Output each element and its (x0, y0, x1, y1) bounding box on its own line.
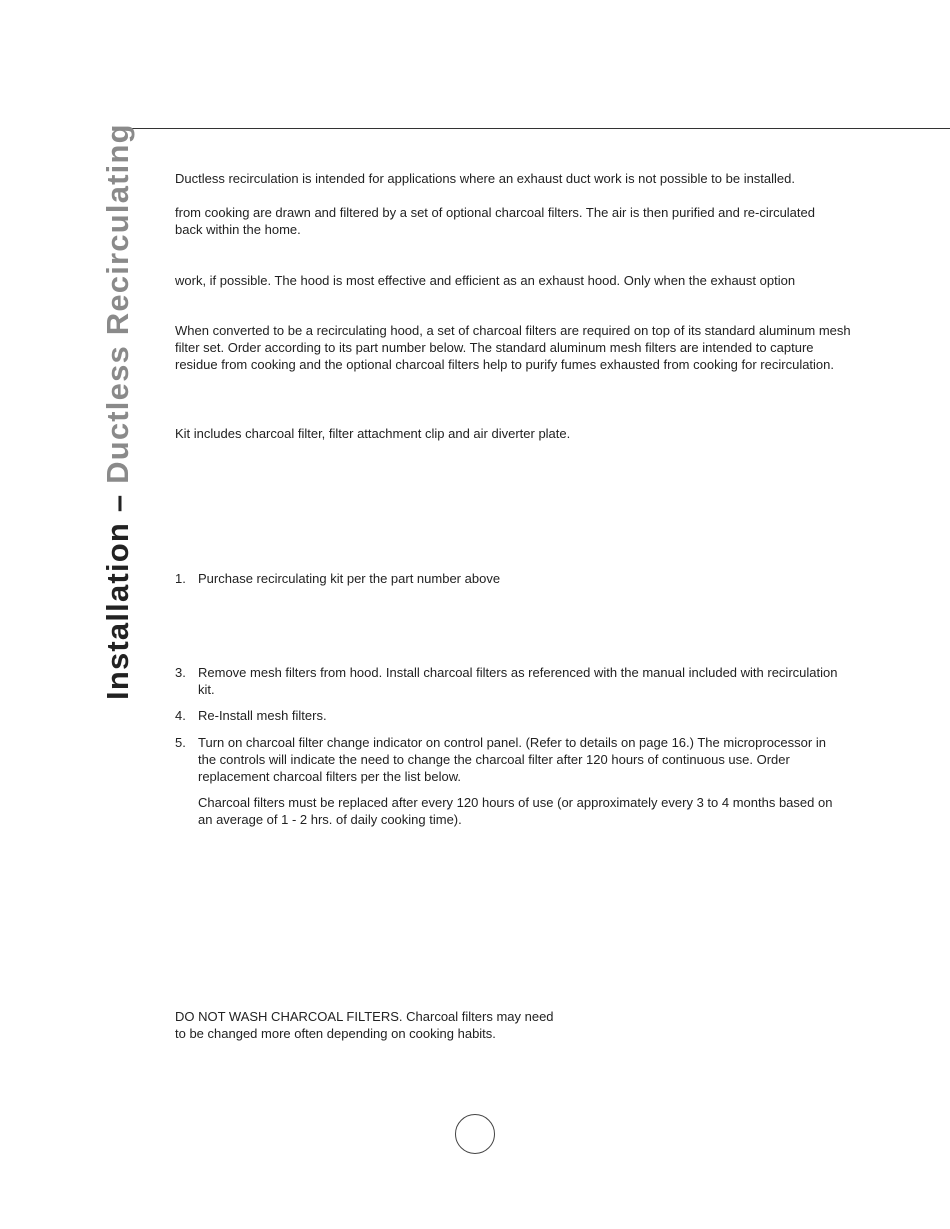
step-text: Purchase recirculating kit per the part number above (198, 571, 501, 586)
section-title-main: Installation – (100, 493, 135, 700)
intro-paragraph: Ductless recirculation is intended for applications where an exhaust duct work is not possible to be installed. (175, 171, 796, 186)
list-item (175, 707, 865, 724)
replacement-note: Charcoal filters must be replaced after every 120 hours of use (or approximately every 3 to 4 months based on an average of 1 - 2 hrs. of daily cooking time). (198, 795, 833, 827)
step-text: Remove mesh filters from hood. Install charcoal filters as referenced with the manual included with recirculation kit. (198, 665, 838, 697)
conversion-paragraph: When converted to be a recirculating hood, a set of charcoal filters are required on top of its standard aluminum mesh filter set. Order according to its part number below. The standard aluminum mesh filters are intended to capture residue from cooking and the optional charcoal filters help to purify fumes exhausted from cooking for recirculation. (175, 323, 851, 372)
page-number-circle (455, 1114, 495, 1154)
step-number: 3. (175, 665, 186, 680)
kit-contents-paragraph: Kit includes charcoal filter, filter attachment clip and air diverter plate. (175, 426, 571, 441)
warning-line-2: to be changed more often depending on cooking habits. (175, 1026, 496, 1041)
warning-line-1: DO NOT WASH CHARCOAL FILTERS. Charcoal filters may need (175, 1009, 554, 1024)
step-number: 5. (175, 735, 186, 750)
step-text: Re-Install mesh filters. (198, 708, 327, 723)
step-text: Turn on charcoal filter change indicator on control panel. (Refer to details on page 16.) The microprocessor in the controls will indicate the need to change the charcoal filter after 120 hours of continuous use. Order replacement charcoal filters per the list below. (198, 735, 826, 784)
exhaust-paragraph: work, if possible. The hood is most effective and efficient as an exhaust hood. Only when the exhaust option (175, 273, 796, 288)
step-number: 1. (175, 571, 186, 586)
list-item (175, 570, 865, 587)
section-title (100, 123, 136, 700)
step-number: 4. (175, 708, 186, 723)
list-item (175, 734, 865, 785)
list-item (175, 664, 865, 698)
section-title-sub: Ductless Recirculating (100, 123, 135, 484)
filter-paragraph: from cooking are drawn and filtered by a set of optional charcoal filters. The air is then purified and re-circulated back within the home. (175, 205, 815, 237)
header-rule (112, 128, 950, 129)
